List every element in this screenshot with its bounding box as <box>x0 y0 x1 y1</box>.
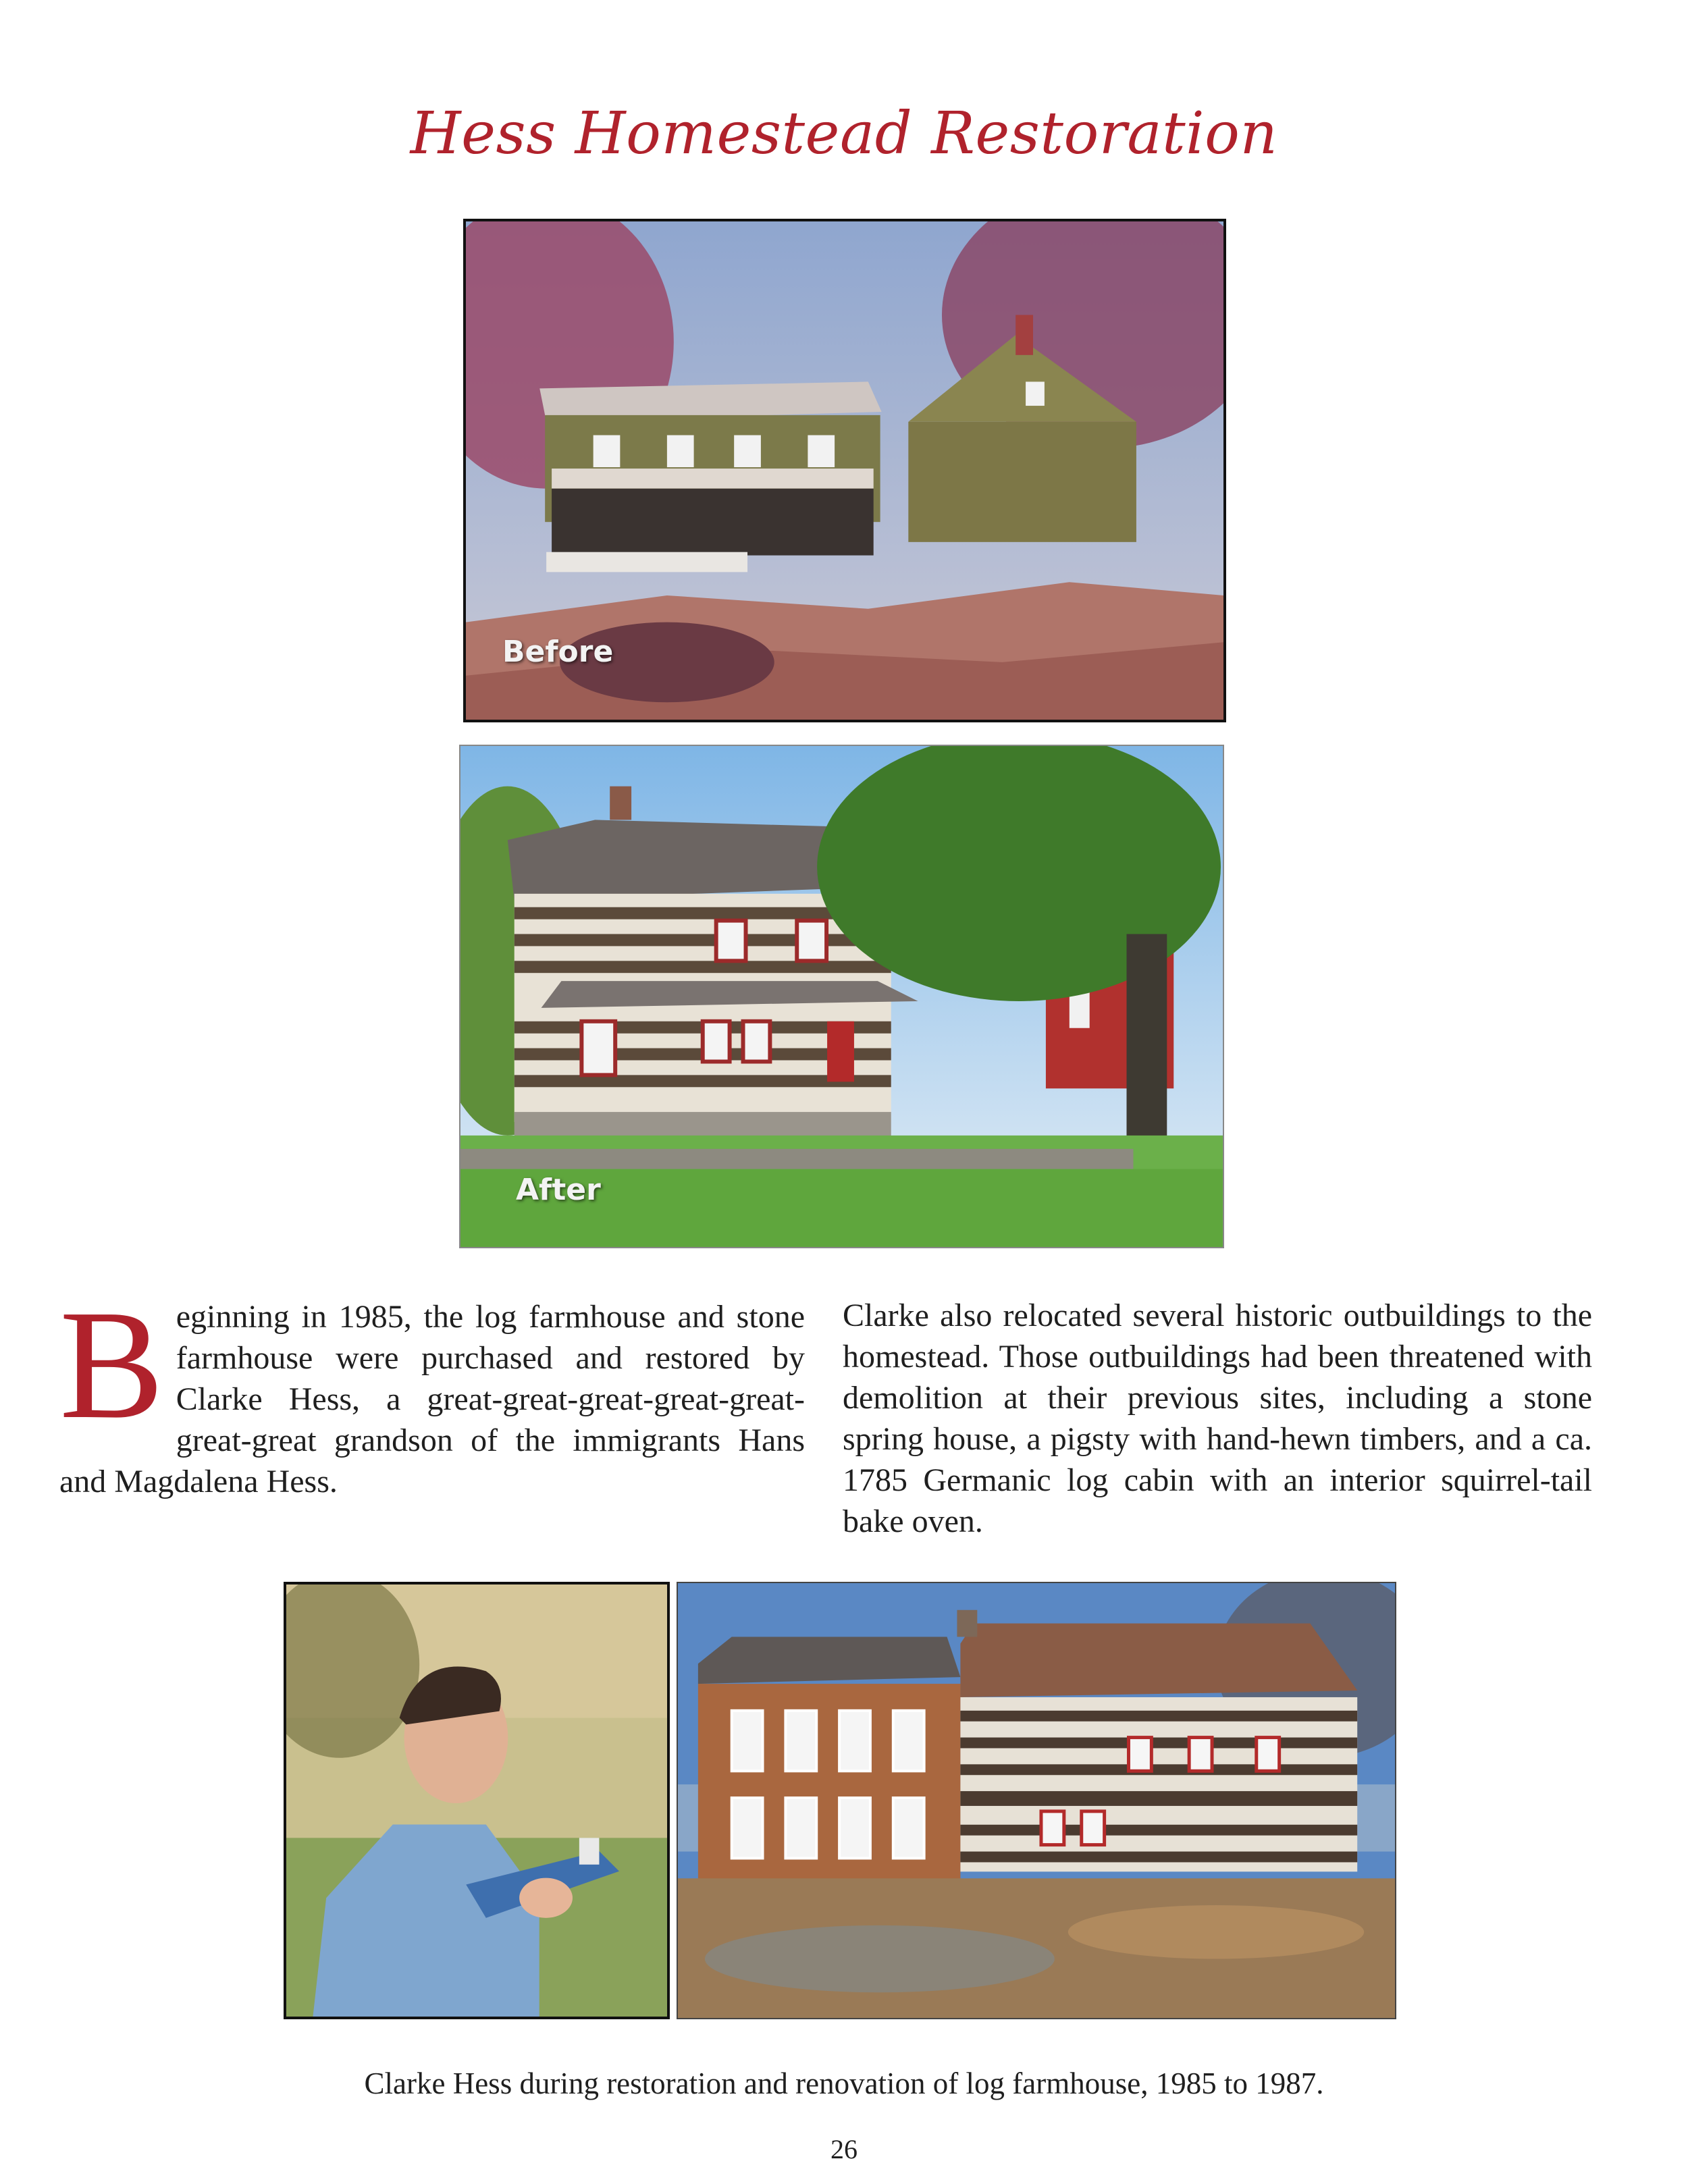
after-photo <box>459 745 1224 1248</box>
right-paragraph <box>843 1295 1592 1542</box>
right-text: Clarke also relocated several historic outbuildings to the homestead. Those outbuildings had been threatened with demolition at their previous sites, including a stone spring house, a pigsty with hand-hewn timbers, and a ca. 1785 Germanic log cabin with an interior squirrel-tail bake oven. <box>843 1298 1592 1539</box>
photo-caption: Clarke Hess during restoration and renovation of log farmhouse, 1985 to 1987. <box>364 2067 1324 2100</box>
drop-cap: B <box>59 1278 164 1451</box>
page-title: Hess Homestead Restoration <box>410 100 1278 167</box>
after-label: After <box>516 1173 601 1207</box>
renovation-photo <box>677 1582 1396 2019</box>
before-photo <box>463 219 1226 722</box>
before-label: Before <box>502 635 614 669</box>
left-paragraph <box>59 1278 805 1502</box>
clarke-hess-photo <box>284 1582 670 2019</box>
page-number: 26 <box>830 2134 858 2164</box>
left-text: eginning in 1985, the log farmhouse and stone farmhouse were purchased and restored by Clarke Hess, a great-great-great-great-great-great-great grandson of the immigrants Hans and Magdalena Hess. <box>59 1299 805 1499</box>
